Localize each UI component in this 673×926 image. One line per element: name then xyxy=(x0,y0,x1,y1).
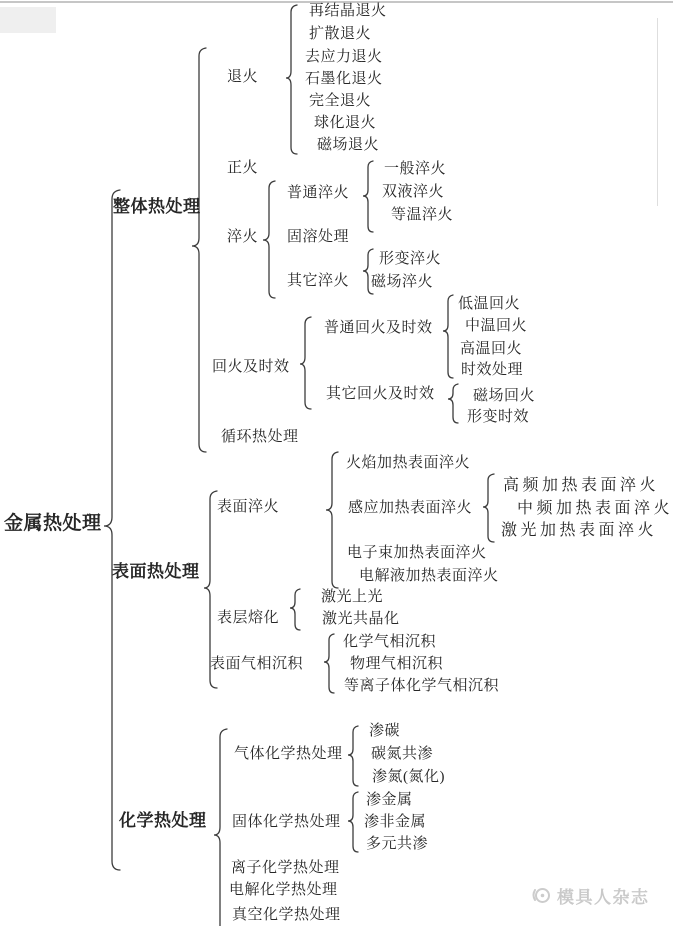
scan-artifact-right-line xyxy=(657,18,658,206)
tree-node-label: 真空化学热处理 xyxy=(232,907,341,923)
tree-node-label: 循环热处理 xyxy=(221,429,299,445)
tree-leaf-label: 碳氮共渗 xyxy=(371,746,434,762)
tree-leaf-label: 扩散退火 xyxy=(309,26,372,42)
tree-leaf-label: 高频加热表面淬火 xyxy=(503,477,660,494)
tree-brace-gas-chemical xyxy=(348,726,358,786)
tree-leaf-label: 双液淬火 xyxy=(382,184,445,200)
tree-brace-other-tempering xyxy=(448,384,458,423)
tree-leaf-label: 激光共晶化 xyxy=(322,611,400,627)
tree-brace-surface-quenching xyxy=(326,452,338,588)
tree-node-label: 固体化学热处理 xyxy=(232,814,341,830)
tree-leaf-label: 火焰加热表面淬火 xyxy=(346,455,471,471)
tree-leaf-label: 物理气相沉积 xyxy=(350,656,444,672)
tree-leaf-label: 磁场退火 xyxy=(317,137,380,153)
tree-leaf-label: 激光上光 xyxy=(321,589,384,605)
tree-node-label: 表层熔化 xyxy=(217,610,280,626)
tree-leaf-label: 低温回火 xyxy=(458,296,521,312)
tree-leaf-label: 时效处理 xyxy=(461,362,524,378)
tree-leaf-label: 等温淬火 xyxy=(391,207,454,223)
tree-brace-tempering xyxy=(300,317,311,409)
tree-node-label: 整体热处理 xyxy=(113,197,201,216)
tree-node-label: 感应加热表面淬火 xyxy=(348,500,473,516)
tree-brace-vapor-deposition xyxy=(324,634,334,693)
tree-node-label: 回火及时效 xyxy=(212,359,290,375)
tree-brace-induction xyxy=(483,474,494,542)
scan-artifact-smudge xyxy=(0,7,56,33)
tree-node-label: 气体化学热处理 xyxy=(234,746,343,762)
tree-node-label: 离子化学热处理 xyxy=(231,860,340,876)
tree-leaf-label: 磁场回火 xyxy=(473,388,536,404)
tree-leaf-label: 高温回火 xyxy=(460,341,523,357)
tree-node-label: 电解化学热处理 xyxy=(229,882,338,898)
tree-brace-root xyxy=(104,190,120,870)
tree-leaf-label: 渗非金属 xyxy=(364,814,427,830)
tree-leaf-label: 球化退火 xyxy=(314,115,377,131)
watermark xyxy=(531,883,650,908)
tree-leaf-label: 渗金属 xyxy=(366,792,413,808)
tree-leaf-label: 激光加热表面淬火 xyxy=(501,522,658,539)
tree-node-label: 表面气相沉积 xyxy=(210,656,304,672)
tree-leaf-label: 渗氮(氮化) xyxy=(372,769,445,785)
tree-node-label: 表面热处理 xyxy=(112,562,200,581)
tree-node-label: 普通回火及时效 xyxy=(324,320,433,336)
tree-leaf-label: 去应力退火 xyxy=(305,49,383,65)
tree-brace-surface-melting xyxy=(290,589,300,630)
tree-leaf-label: 形变时效 xyxy=(467,409,530,425)
tree-leaf-label: 完全退火 xyxy=(309,93,372,109)
watermark-text: 模具人杂志 xyxy=(557,888,650,907)
tree-brace-ordinary-quenching xyxy=(363,161,373,232)
tree-leaf-label: 一般淬火 xyxy=(384,161,447,177)
tree-node-label: 其它淬火 xyxy=(287,273,350,289)
magazine-logo-icon xyxy=(531,885,552,906)
tree-leaf-label: 电解液加热表面淬火 xyxy=(359,568,499,584)
tree-leaf-label: 再结晶退火 xyxy=(309,3,387,19)
tree-node-label: 固溶处理 xyxy=(287,229,350,245)
tree-leaf-label: 中频加热表面淬火 xyxy=(517,500,673,517)
tree-brace-quenching xyxy=(263,181,275,298)
tree-leaf-label: 渗碳 xyxy=(369,723,401,739)
tree-brace-solid-chemical xyxy=(348,792,358,852)
tree-leaf-label: 磁场淬火 xyxy=(371,274,434,290)
tree-node-label: 其它回火及时效 xyxy=(326,386,435,402)
tree-root-label: 金属热处理 xyxy=(4,513,102,534)
tree-leaf-label: 石墨化退火 xyxy=(305,71,383,87)
tree-node-label: 表面淬火 xyxy=(217,499,280,515)
tree-node-label: 化学热处理 xyxy=(119,811,207,830)
tree-leaf-label: 中温回火 xyxy=(465,318,528,334)
tree-node-label: 退火 xyxy=(227,69,259,85)
tree-leaf-label: 电子束加热表面淬火 xyxy=(347,545,487,561)
tree-brace-overall xyxy=(192,48,206,452)
tree-leaf-label: 形变淬火 xyxy=(379,251,442,267)
tree-brace-ordinary-tempering xyxy=(443,295,453,378)
tree-leaf-label: 多元共渗 xyxy=(366,836,429,852)
tree-node-label: 正火 xyxy=(227,160,259,176)
tree-node-label: 淬火 xyxy=(227,229,259,245)
tree-node-label: 普通淬火 xyxy=(287,185,350,201)
tree-brace-annealing xyxy=(286,5,297,154)
tree-leaf-label: 等离子体化学气相沉积 xyxy=(344,678,500,694)
tree-leaf-label: 化学气相沉积 xyxy=(343,634,437,650)
tree-brace-chemical xyxy=(214,729,227,926)
